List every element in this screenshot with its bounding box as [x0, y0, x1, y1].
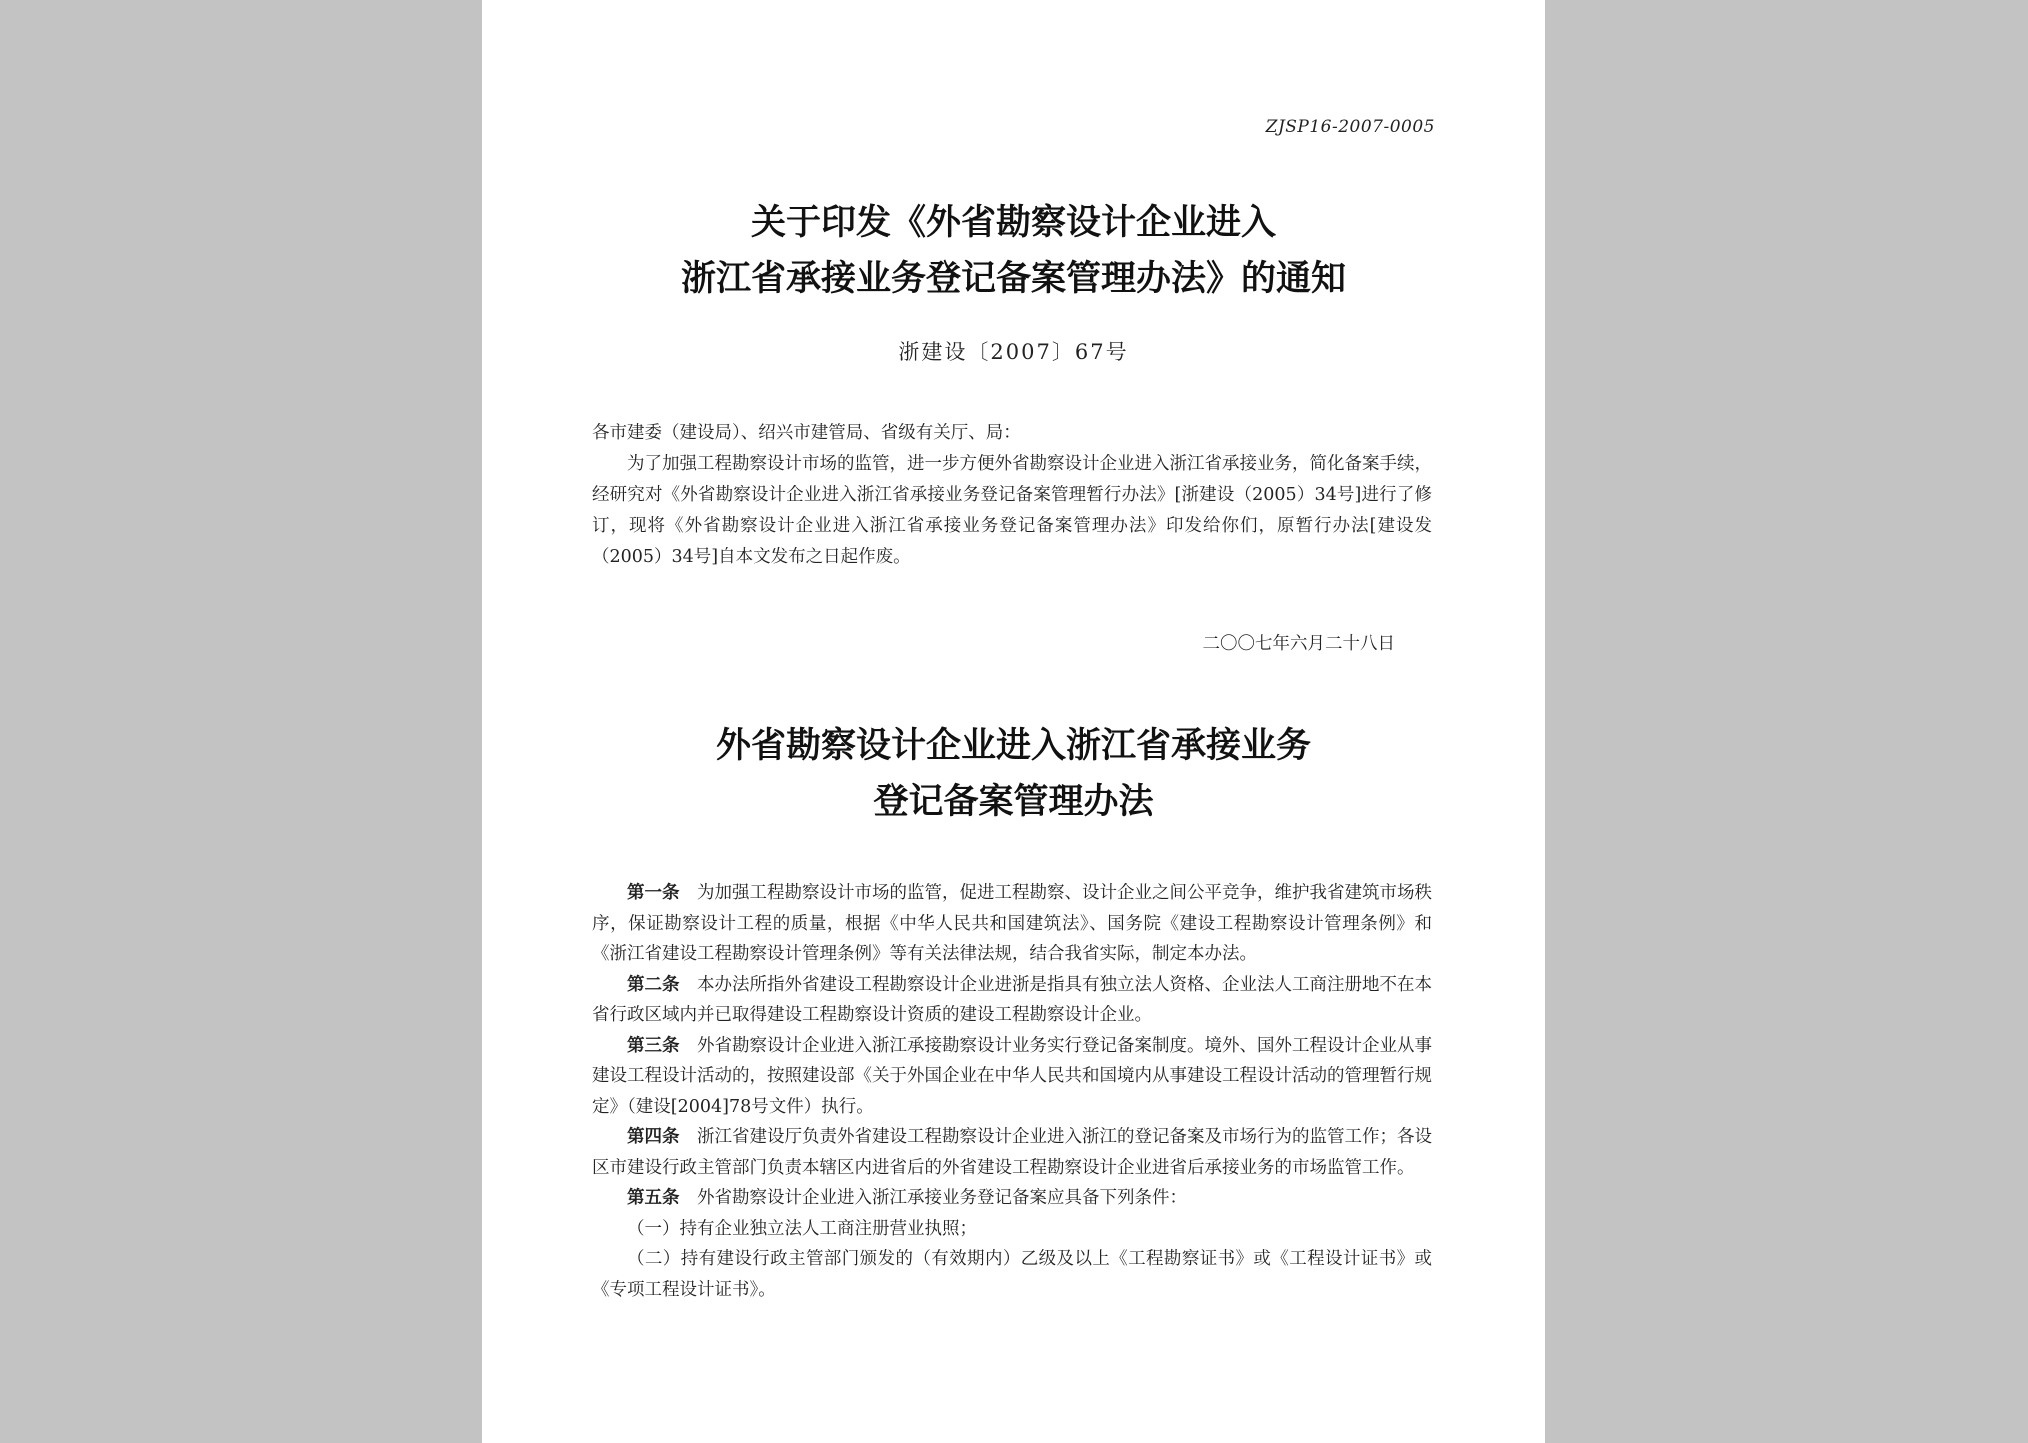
article-3 — [592, 1031, 1432, 1123]
condition-item: （一）持有企业独立法人工商注册营业执照； — [627, 1218, 977, 1239]
rules-title — [482, 718, 1545, 830]
article-2 — [592, 970, 1432, 1031]
article-text: 本办法所指外省建设工程勘察设计企业进浙是指具有独立法人资格、企业法人工商注册地不在本省行政区域内并已取得建设工程勘察设计资质的建设工程勘察设计企业。 — [592, 974, 1432, 1025]
article-1 — [592, 878, 1432, 970]
article-label: 第二条 — [627, 974, 680, 995]
notice-title-line: 关于印发《外省勘察设计企业进入 — [750, 203, 1276, 243]
article-label: 第五条 — [627, 1188, 680, 1208]
notice-title-line: 浙江省承接业务登记备案管理办法》的通知 — [680, 259, 1346, 299]
articles-section — [592, 878, 1432, 1305]
document-number: 浙建设〔2007〕67号 — [898, 340, 1129, 364]
article-text: 外省勘察设计企业进入浙江承接勘察设计业务实行登记备案制度。境外、国外工程设计企业从事建设工程设计活动的，按照建设部《关于外国企业在中华人民共和国境内从事建设工程设计活动的管理暂行规定》（建设[2004]78号文件）执行。 — [592, 1035, 1432, 1117]
issue-date: 二〇〇七年六月二十八日 — [1202, 634, 1395, 654]
article-text: 浙江省建设厅负责外省建设工程勘察设计企业进入浙江的登记备案及市场行为的监管工作；各设区市建设行政主管部门负责本辖区内进省后的外省建设工程勘察设计企业进省后承接业务的市场监管工作。 — [592, 1127, 1432, 1178]
article-text: 为加强工程勘察设计市场的监管，促进工程勘察、设计企业之间公平竞争，维护我省建筑市场秩序，保证勘察设计工程的质量，根据《中华人民共和国建筑法》、国务院《建设工程勘察设计管理条例》和《浙江省建设工程勘察设计管理条例》等有关法律法规，结合我省实际，制定本办法。 — [592, 883, 1432, 964]
article-5 — [592, 1183, 1432, 1214]
document-page[interactable] — [482, 0, 1545, 1443]
condition-item: （二）持有建设行政主管部门颁发的（有效期内）乙级及以上《工程勘察证书》或《工程设计证书》或《专项工程设计证书》。 — [592, 1249, 1432, 1300]
article-4 — [592, 1122, 1432, 1183]
article-label: 第三条 — [627, 1035, 680, 1056]
rules-title-line: 外省勘察设计企业进入浙江省承接业务 — [715, 726, 1311, 766]
salutation: 各市建委（建设局）、绍兴市建管局、省级有关厅、局： — [592, 423, 1021, 443]
notice-paragraph: 为了加强工程勘察设计市场的监管，进一步方便外省勘察设计企业进入浙江省承接业务，简化备案手续，经研究对《外省勘察设计企业进入浙江省承接业务登记备案管理暂行办法》[浙建设（2005）34号]进行了修订，现将《外省勘察设计企业进入浙江省承接业务登记备案管理办法》印发给你们，原暂行办法[建设发（2005）34号]自本文发布之日起作废。 — [592, 454, 1432, 567]
rules-title-line: 登记备案管理办法 — [873, 782, 1154, 822]
article-label: 第一条 — [627, 883, 680, 903]
document-code: ZJSP16-2007-0005 — [1265, 117, 1435, 137]
notice-body — [592, 418, 1432, 573]
notice-title — [482, 195, 1545, 307]
article-label: 第四条 — [627, 1127, 680, 1147]
article-text: 外省勘察设计企业进入浙江承接业务登记备案应具备下列条件： — [697, 1188, 1187, 1208]
